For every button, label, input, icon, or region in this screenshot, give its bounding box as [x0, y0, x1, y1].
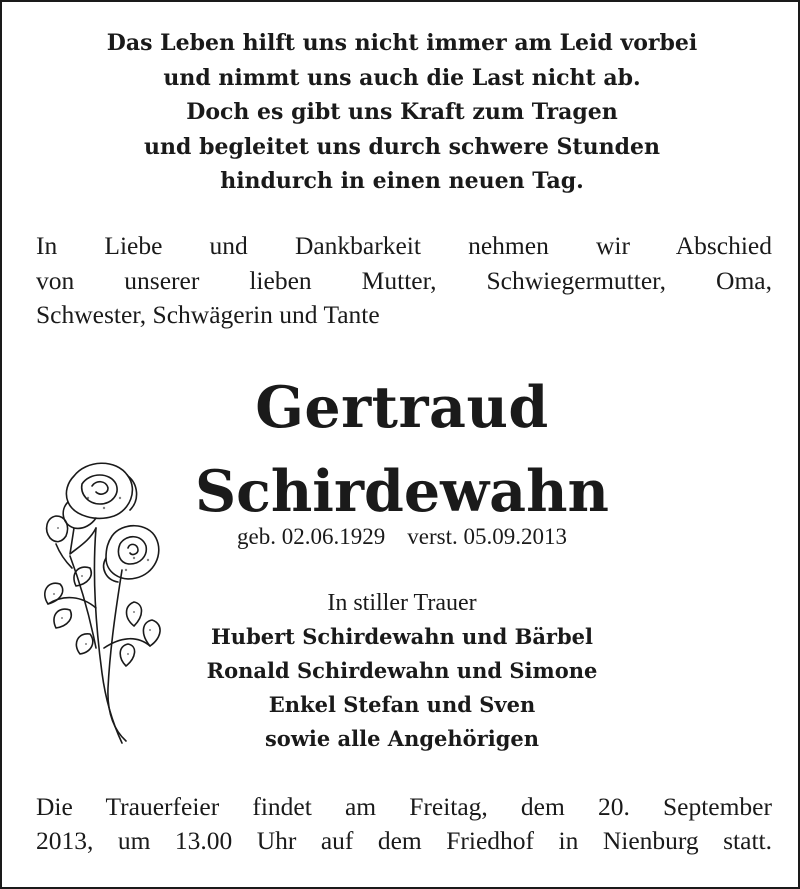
mourner-line: Enkel Stefan und Sven	[268, 692, 536, 717]
poem-line: Doch es gibt uns Kraft zum Tragen	[186, 99, 618, 125]
mourner-line: Ronald Schirdewahn und Simone	[206, 658, 598, 683]
deceased-last-name: Schirdewahn	[194, 458, 609, 525]
funeral-info-line: Die Trauerfeier findet am Freitag, dem 20. September	[36, 792, 772, 821]
intro-line: In Liebe und Dankbarkeit nehmen wir Abschied	[36, 231, 772, 260]
birth-date: geb. 02.06.1929	[237, 524, 386, 549]
mourner-line: sowie alle Angehörigen	[264, 726, 540, 751]
poem	[22, 26, 782, 199]
poem-line: und nimmt uns auch die Last nicht ab.	[163, 64, 641, 91]
deceased-first-name: Gertraud	[255, 374, 549, 441]
mourner-line: Hubert Schirdewahn und Bärbel	[210, 624, 594, 649]
funeral-info	[36, 790, 772, 858]
intro-line: Schwester, Schwägerin und Tante	[36, 300, 380, 329]
death-date: verst. 05.09.2013	[407, 524, 567, 549]
poem-line: und begleitet uns durch schwere Stunden	[144, 133, 660, 160]
funeral-info-line: 2013, um 13.00 Uhr auf dem Friedhof in Nienburg statt.	[36, 826, 772, 855]
intro-line: von unserer lieben Mutter, Schwiegermutter, Oma,	[36, 265, 772, 295]
poem-line: hindurch in einen neuen Tag.	[220, 168, 584, 194]
mourning-heading: In stiller Trauer	[327, 590, 477, 616]
intro-text	[36, 229, 772, 333]
life-dates	[192, 522, 612, 552]
poem-line: Das Leben hilft uns nicht immer am Leid vorbei	[106, 30, 698, 56]
mourner-list	[142, 620, 662, 756]
